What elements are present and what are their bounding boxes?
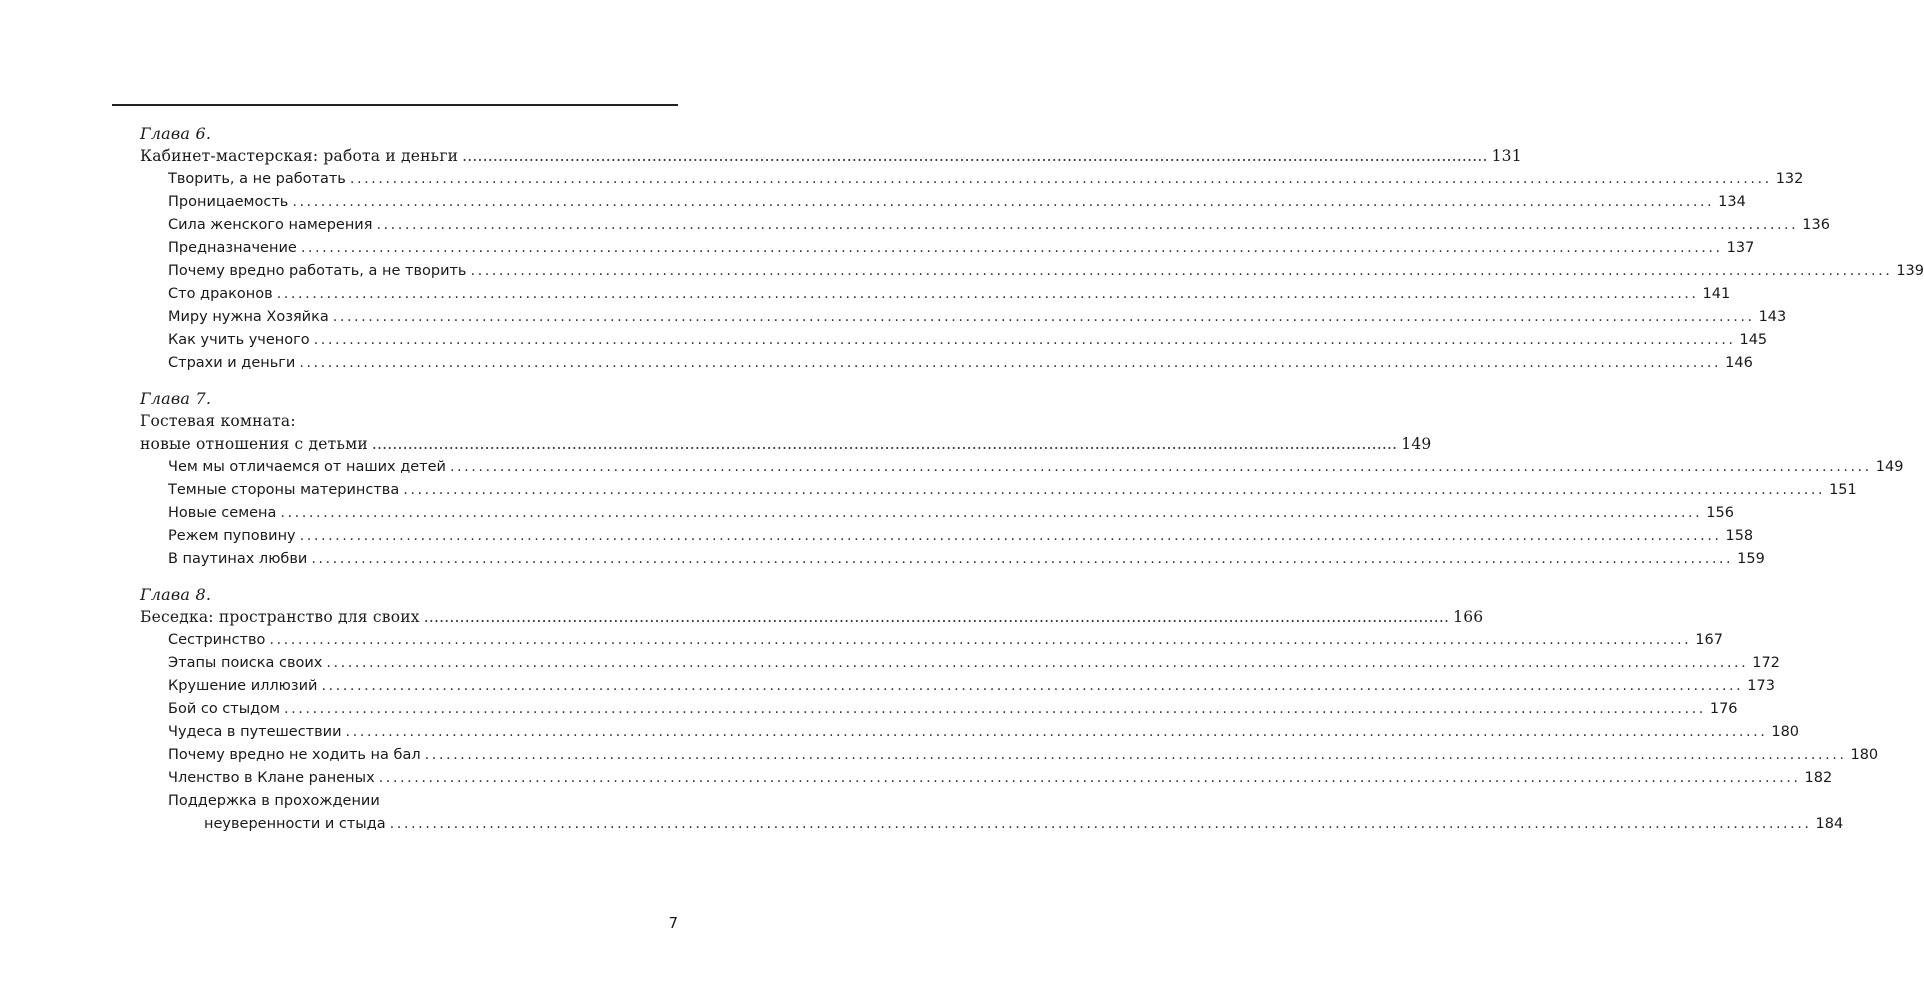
entry-page: 167 bbox=[1695, 632, 1723, 648]
toc-entry bbox=[140, 813, 1844, 836]
toc-entry bbox=[140, 629, 1723, 652]
entry-title: Чем мы отличаемся от наших детей bbox=[168, 459, 446, 475]
entry-title: Почему вредно работать, а не творить bbox=[168, 263, 467, 279]
chapter-page: 166 bbox=[1453, 608, 1484, 626]
entry-title: Почему вредно не ходить на бал bbox=[168, 747, 421, 763]
entry-page: 172 bbox=[1752, 655, 1780, 671]
entry-page: 184 bbox=[1815, 816, 1844, 832]
toc-entry bbox=[140, 767, 1833, 790]
dot-leader: ........................................................................................................................................................................................................ bbox=[376, 217, 1799, 233]
entry-page: 176 bbox=[1709, 701, 1738, 717]
dot-leader: ........................................................................................................................................................................................................ bbox=[284, 701, 1706, 717]
toc-entry bbox=[140, 329, 1768, 352]
toc-entry bbox=[140, 548, 1765, 571]
table-of-contents bbox=[140, 122, 1924, 836]
toc-entry bbox=[140, 456, 1904, 479]
entry-page: 146 bbox=[1725, 355, 1753, 371]
entry-title: Сто драконов bbox=[168, 286, 273, 302]
entry-page: 132 bbox=[1775, 171, 1804, 187]
toc-entry bbox=[140, 237, 1755, 260]
chapter-title: Беседка: пространство для своих bbox=[140, 608, 420, 626]
entry-page: 156 bbox=[1706, 505, 1734, 521]
entry-title: Сестринство bbox=[168, 632, 266, 648]
chapter-label: Глава 7. bbox=[140, 389, 212, 408]
chapter-page: 149 bbox=[1401, 435, 1432, 453]
toc-entry bbox=[140, 306, 1787, 329]
toc-entry bbox=[140, 260, 1924, 283]
entry-page: 141 bbox=[1702, 286, 1731, 302]
dot-leader: ........................................................................................................................................................................................................ bbox=[462, 147, 1488, 165]
entry-title-line: Поддержка в прохождении bbox=[168, 793, 380, 809]
entry-page: 180 bbox=[1850, 747, 1879, 763]
chapter-label: Глава 6. bbox=[140, 124, 212, 143]
chapter-title: новые отношения с детьми bbox=[140, 435, 368, 453]
entry-title: Крушение иллюзий bbox=[168, 678, 318, 694]
dot-leader: ........................................................................................................................................................................................................ bbox=[345, 724, 1768, 740]
toc-entry bbox=[140, 191, 1746, 214]
chapter-title-line: Гостевая комната: bbox=[140, 412, 296, 430]
entry-title: Этапы поиска своих bbox=[168, 655, 323, 671]
entry-page: 180 bbox=[1771, 724, 1800, 740]
entry-title: Режем пуповину bbox=[168, 528, 296, 544]
dot-leader: ........................................................................................................................................................................................................ bbox=[321, 678, 1744, 694]
toc-entry bbox=[140, 502, 1734, 525]
entry-page: 136 bbox=[1802, 217, 1830, 233]
toc-entry bbox=[140, 352, 1753, 375]
dot-leader: ........................................................................................................................................................................................................ bbox=[378, 770, 1801, 786]
entry-title: Темные стороны материнства bbox=[168, 482, 400, 498]
entry-page: 158 bbox=[1725, 528, 1754, 544]
entry-page: 173 bbox=[1747, 678, 1775, 694]
entry-page: 134 bbox=[1718, 194, 1746, 210]
header-rule bbox=[112, 104, 678, 106]
entry-title: Как учить ученого bbox=[168, 332, 310, 348]
dot-leader: ........................................................................................................................................................................................................ bbox=[424, 747, 1847, 763]
chapter-title-row bbox=[140, 145, 1522, 168]
entry-page: 145 bbox=[1739, 332, 1768, 348]
dot-leader: ........................................................................................................................................................................................................ bbox=[371, 435, 1398, 453]
entry-title: Предназначение bbox=[168, 240, 297, 256]
entry-page: 149 bbox=[1875, 459, 1904, 475]
dot-leader: ........................................................................................................................................................................................................ bbox=[349, 171, 1772, 187]
entry-page: 159 bbox=[1737, 551, 1765, 567]
entry-title: Творить, а не работать bbox=[168, 171, 346, 187]
dot-leader: ........................................................................................................................................................................................................ bbox=[332, 309, 1755, 325]
toc-entry bbox=[140, 652, 1780, 675]
chapter-title: Кабинет-мастерская: работа и деньги bbox=[140, 147, 459, 165]
dot-leader: ........................................................................................................................................................................................................ bbox=[299, 355, 1722, 371]
entry-title: Проницаемость bbox=[168, 194, 289, 210]
entry-page: 139 bbox=[1896, 263, 1924, 279]
toc-entry bbox=[140, 675, 1775, 698]
entry-page: 151 bbox=[1829, 482, 1857, 498]
entry-page: 137 bbox=[1726, 240, 1755, 256]
toc-entry bbox=[140, 479, 1857, 502]
dot-leader: ........................................................................................................................................................................................................ bbox=[449, 459, 1872, 475]
toc-entry bbox=[140, 721, 1800, 744]
dot-leader: ........................................................................................................................................................................................................ bbox=[311, 551, 1734, 567]
entry-title: Новые семена bbox=[168, 505, 277, 521]
entry-title: неуверенности и стыда bbox=[204, 816, 386, 832]
dot-leader: ........................................................................................................................................................................................................ bbox=[292, 194, 1715, 210]
chapter-title-row bbox=[140, 606, 1484, 629]
chapter-page: 131 bbox=[1491, 147, 1522, 165]
toc-entry bbox=[140, 283, 1731, 306]
dot-leader: ........................................................................................................................................................................................................ bbox=[313, 332, 1736, 348]
chapter-label: Глава 8. bbox=[140, 585, 212, 604]
entry-page: 182 bbox=[1804, 770, 1833, 786]
entry-page: 143 bbox=[1758, 309, 1787, 325]
entry-title: Сила женского намерения bbox=[168, 217, 373, 233]
dot-leader: ........................................................................................................................................................................................................ bbox=[276, 286, 1699, 302]
chapter-title-row bbox=[140, 433, 1432, 456]
entry-title: Чудеса в путешествии bbox=[168, 724, 342, 740]
dot-leader: ........................................................................................................................................................................................................ bbox=[326, 655, 1749, 671]
toc-entry bbox=[140, 214, 1830, 237]
entry-title: Миру нужна Хозяйка bbox=[168, 309, 329, 325]
page-number: 7 bbox=[668, 914, 678, 932]
entry-title: В паутинах любви bbox=[168, 551, 308, 567]
entry-title: Членство в Клане раненых bbox=[168, 770, 375, 786]
toc-entry bbox=[140, 168, 1804, 191]
dot-leader: ........................................................................................................................................................................................................ bbox=[299, 528, 1722, 544]
dot-leader: ........................................................................................................................................................................................................ bbox=[403, 482, 1826, 498]
dot-leader: ........................................................................................................................................................................................................ bbox=[280, 505, 1703, 521]
toc-entry bbox=[140, 525, 1754, 548]
entry-title: Страхи и деньги bbox=[168, 355, 296, 371]
dot-leader: ........................................................................................................................................................................................................ bbox=[470, 263, 1893, 279]
entry-title: Бой со стыдом bbox=[168, 701, 281, 717]
toc-entry bbox=[140, 698, 1738, 721]
toc-entry bbox=[140, 744, 1879, 767]
dot-leader: ........................................................................................................................................................................................................ bbox=[300, 240, 1723, 256]
dot-leader: ........................................................................................................................................................................................................ bbox=[389, 816, 1812, 832]
dot-leader: ........................................................................................................................................................................................................ bbox=[423, 608, 1450, 626]
dot-leader: ........................................................................................................................................................................................................ bbox=[269, 632, 1692, 648]
